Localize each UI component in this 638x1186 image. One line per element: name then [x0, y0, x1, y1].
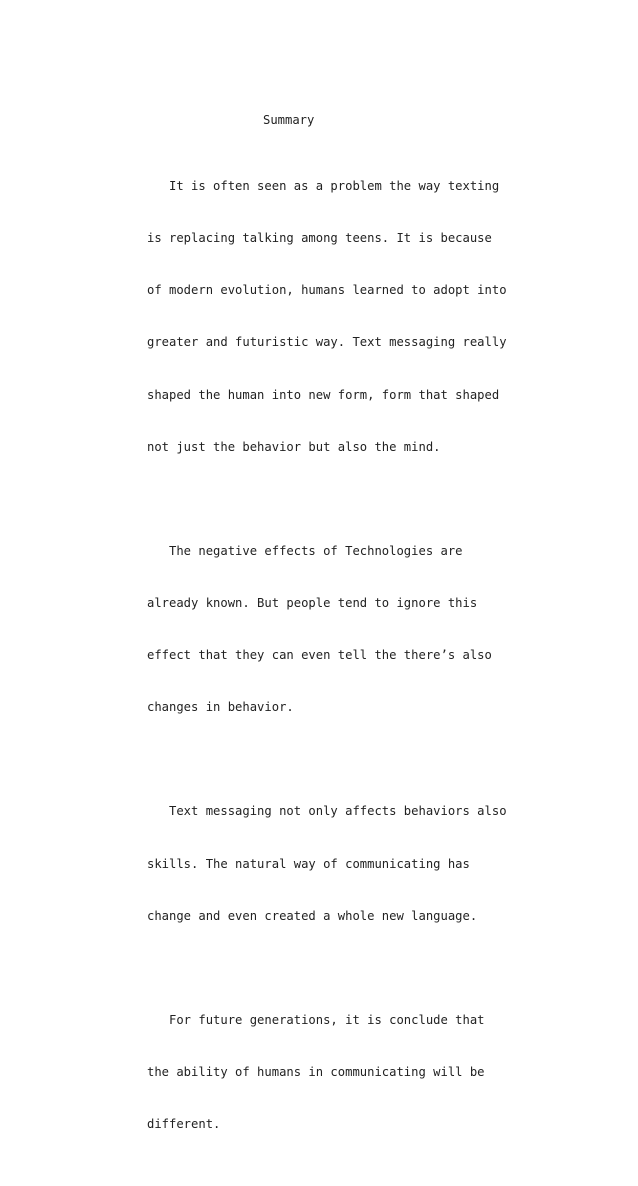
paragraph-line: is replacing talking among teens. It is because — [147, 231, 492, 246]
paragraph-line: not just the behavior but also the mind. — [147, 439, 441, 454]
paragraph-line: greater and futuristic way. Text messaging really — [147, 335, 507, 350]
paragraph-line: already known. But people tend to ignore this — [147, 596, 478, 611]
paragraph-3 — [147, 769, 537, 960]
paragraph-line: shaped the human into new form, form that shaped — [147, 387, 500, 402]
paragraph-2 — [147, 508, 537, 752]
paragraph-line: It is often seen as a problem the way texting — [147, 178, 500, 193]
paragraph-line: changes in behavior. — [147, 700, 294, 715]
paragraph-line: skills. The natural way of communicating has — [147, 856, 470, 871]
paragraph-line: For future generations, it is conclude that — [147, 1012, 485, 1027]
paragraph-line: effect that they can even tell the there’s also — [147, 648, 492, 663]
paragraph-line: the ability of humans in communicating will be — [147, 1065, 485, 1080]
document-body — [147, 143, 537, 1186]
page-title: Summary — [263, 113, 315, 127]
paragraph-4 — [147, 977, 537, 1168]
paragraph-line: The negative effects of Technologies are — [147, 543, 463, 558]
paragraph-line: change and even created a whole new language. — [147, 908, 478, 923]
paragraph-line: Text messaging not only affects behaviors also — [147, 804, 507, 819]
paragraph-line: different. — [147, 1117, 221, 1132]
paragraph-1 — [147, 143, 537, 491]
paragraph-line: of modern evolution, humans learned to adopt into — [147, 283, 507, 298]
